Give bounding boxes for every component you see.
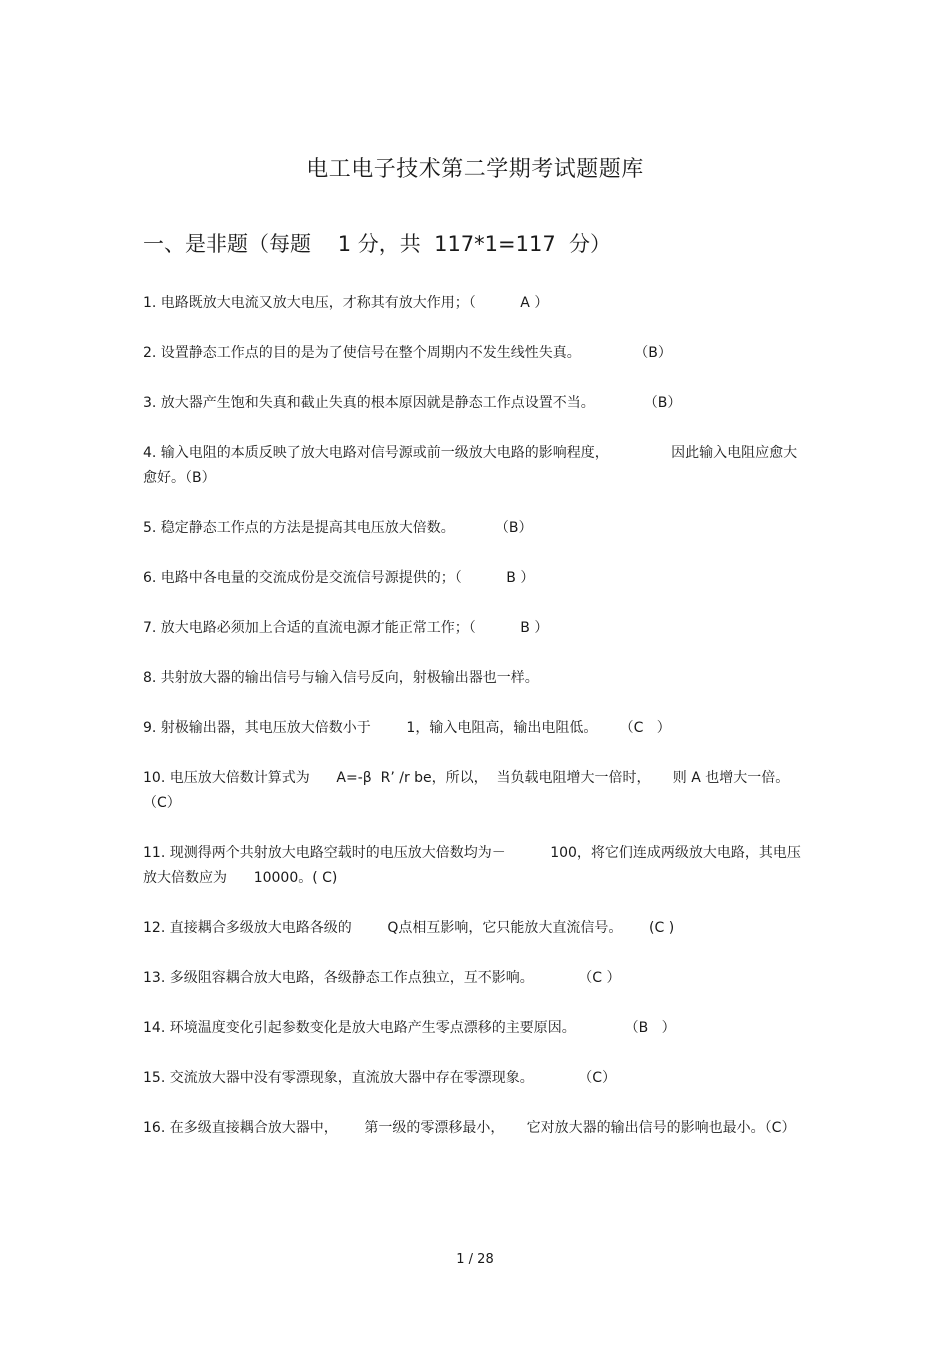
question-item: 3. 放大器产生饱和失真和截止失真的根本原因就是静态工作点设置不当。 （B） xyxy=(143,395,682,411)
question-item: 4. 输入电阻的本质反映了放大电路对信号源或前一级放大电路的影响程度， 因此输入电阻应愈大愈好。（B） xyxy=(143,445,798,486)
question-item: 14. 环境温度变化引起参数变化是放大电路产生零点漂移的主要原因。 （B ） xyxy=(143,1020,676,1036)
question-item: 6. 电路中各电量的交流成份是交流信号源提供的；（ B ） xyxy=(143,570,535,586)
question-item: 11. 现测得两个共射放大电路空载时的电压放大倍数均为－ 100，将它们连成两级放大电路，其电压放大倍数应为 10000。( C) xyxy=(143,845,801,886)
question-item: 7. 放大电路必须加上合适的直流电源才能正常工作；（ B ） xyxy=(143,620,549,636)
question-item: 5. 稳定静态工作点的方法是提高其电压放大倍数。 （B） xyxy=(143,520,533,536)
section-heading: 一、是非题（每题 1 分，共 117*1=117 分） xyxy=(143,232,612,256)
question-item: 1. 电路既放大电流又放大电压，才称其有放大作用；（ A ） xyxy=(143,295,549,311)
question-item: 9. 射极输出器，其电压放大倍数小于 1，输入电阻高，输出电阻低。 （C ） xyxy=(143,720,671,736)
question-item: 2. 设置静态工作点的目的是为了使信号在整个周期内不发生线性失真。 （B） xyxy=(143,345,672,361)
page-title: 电工电子技术第二学期考试题题库 xyxy=(306,157,644,182)
question-item: 15. 交流放大器中没有零漂现象，直流放大器中存在零漂现象。 （C） xyxy=(143,1070,616,1086)
question-item: 10. 电压放大倍数计算式为 A=-β R’ /r be，所以， 当负载电阻增大一倍时， 则 A 也增大一倍。（C） xyxy=(143,770,790,811)
page-number: 1 / 28 xyxy=(456,1252,494,1267)
question-item: 13. 多级阻容耦合放大电路，各级静态工作点独立，互不影响。 （C ） xyxy=(143,970,621,986)
question-item: 16. 在多级直接耦合放大器中， 第一级的零漂移最小， 它对放大器的输出信号的影响也最小。（C） xyxy=(143,1120,796,1136)
question-item: 8. 共射放大器的输出信号与输入信号反向，射极输出器也一样。 xyxy=(143,670,539,686)
question-item: 12. 直接耦合多级放大电路各级的 Q点相互影响，它只能放大直流信号。 (C ) xyxy=(143,920,675,936)
